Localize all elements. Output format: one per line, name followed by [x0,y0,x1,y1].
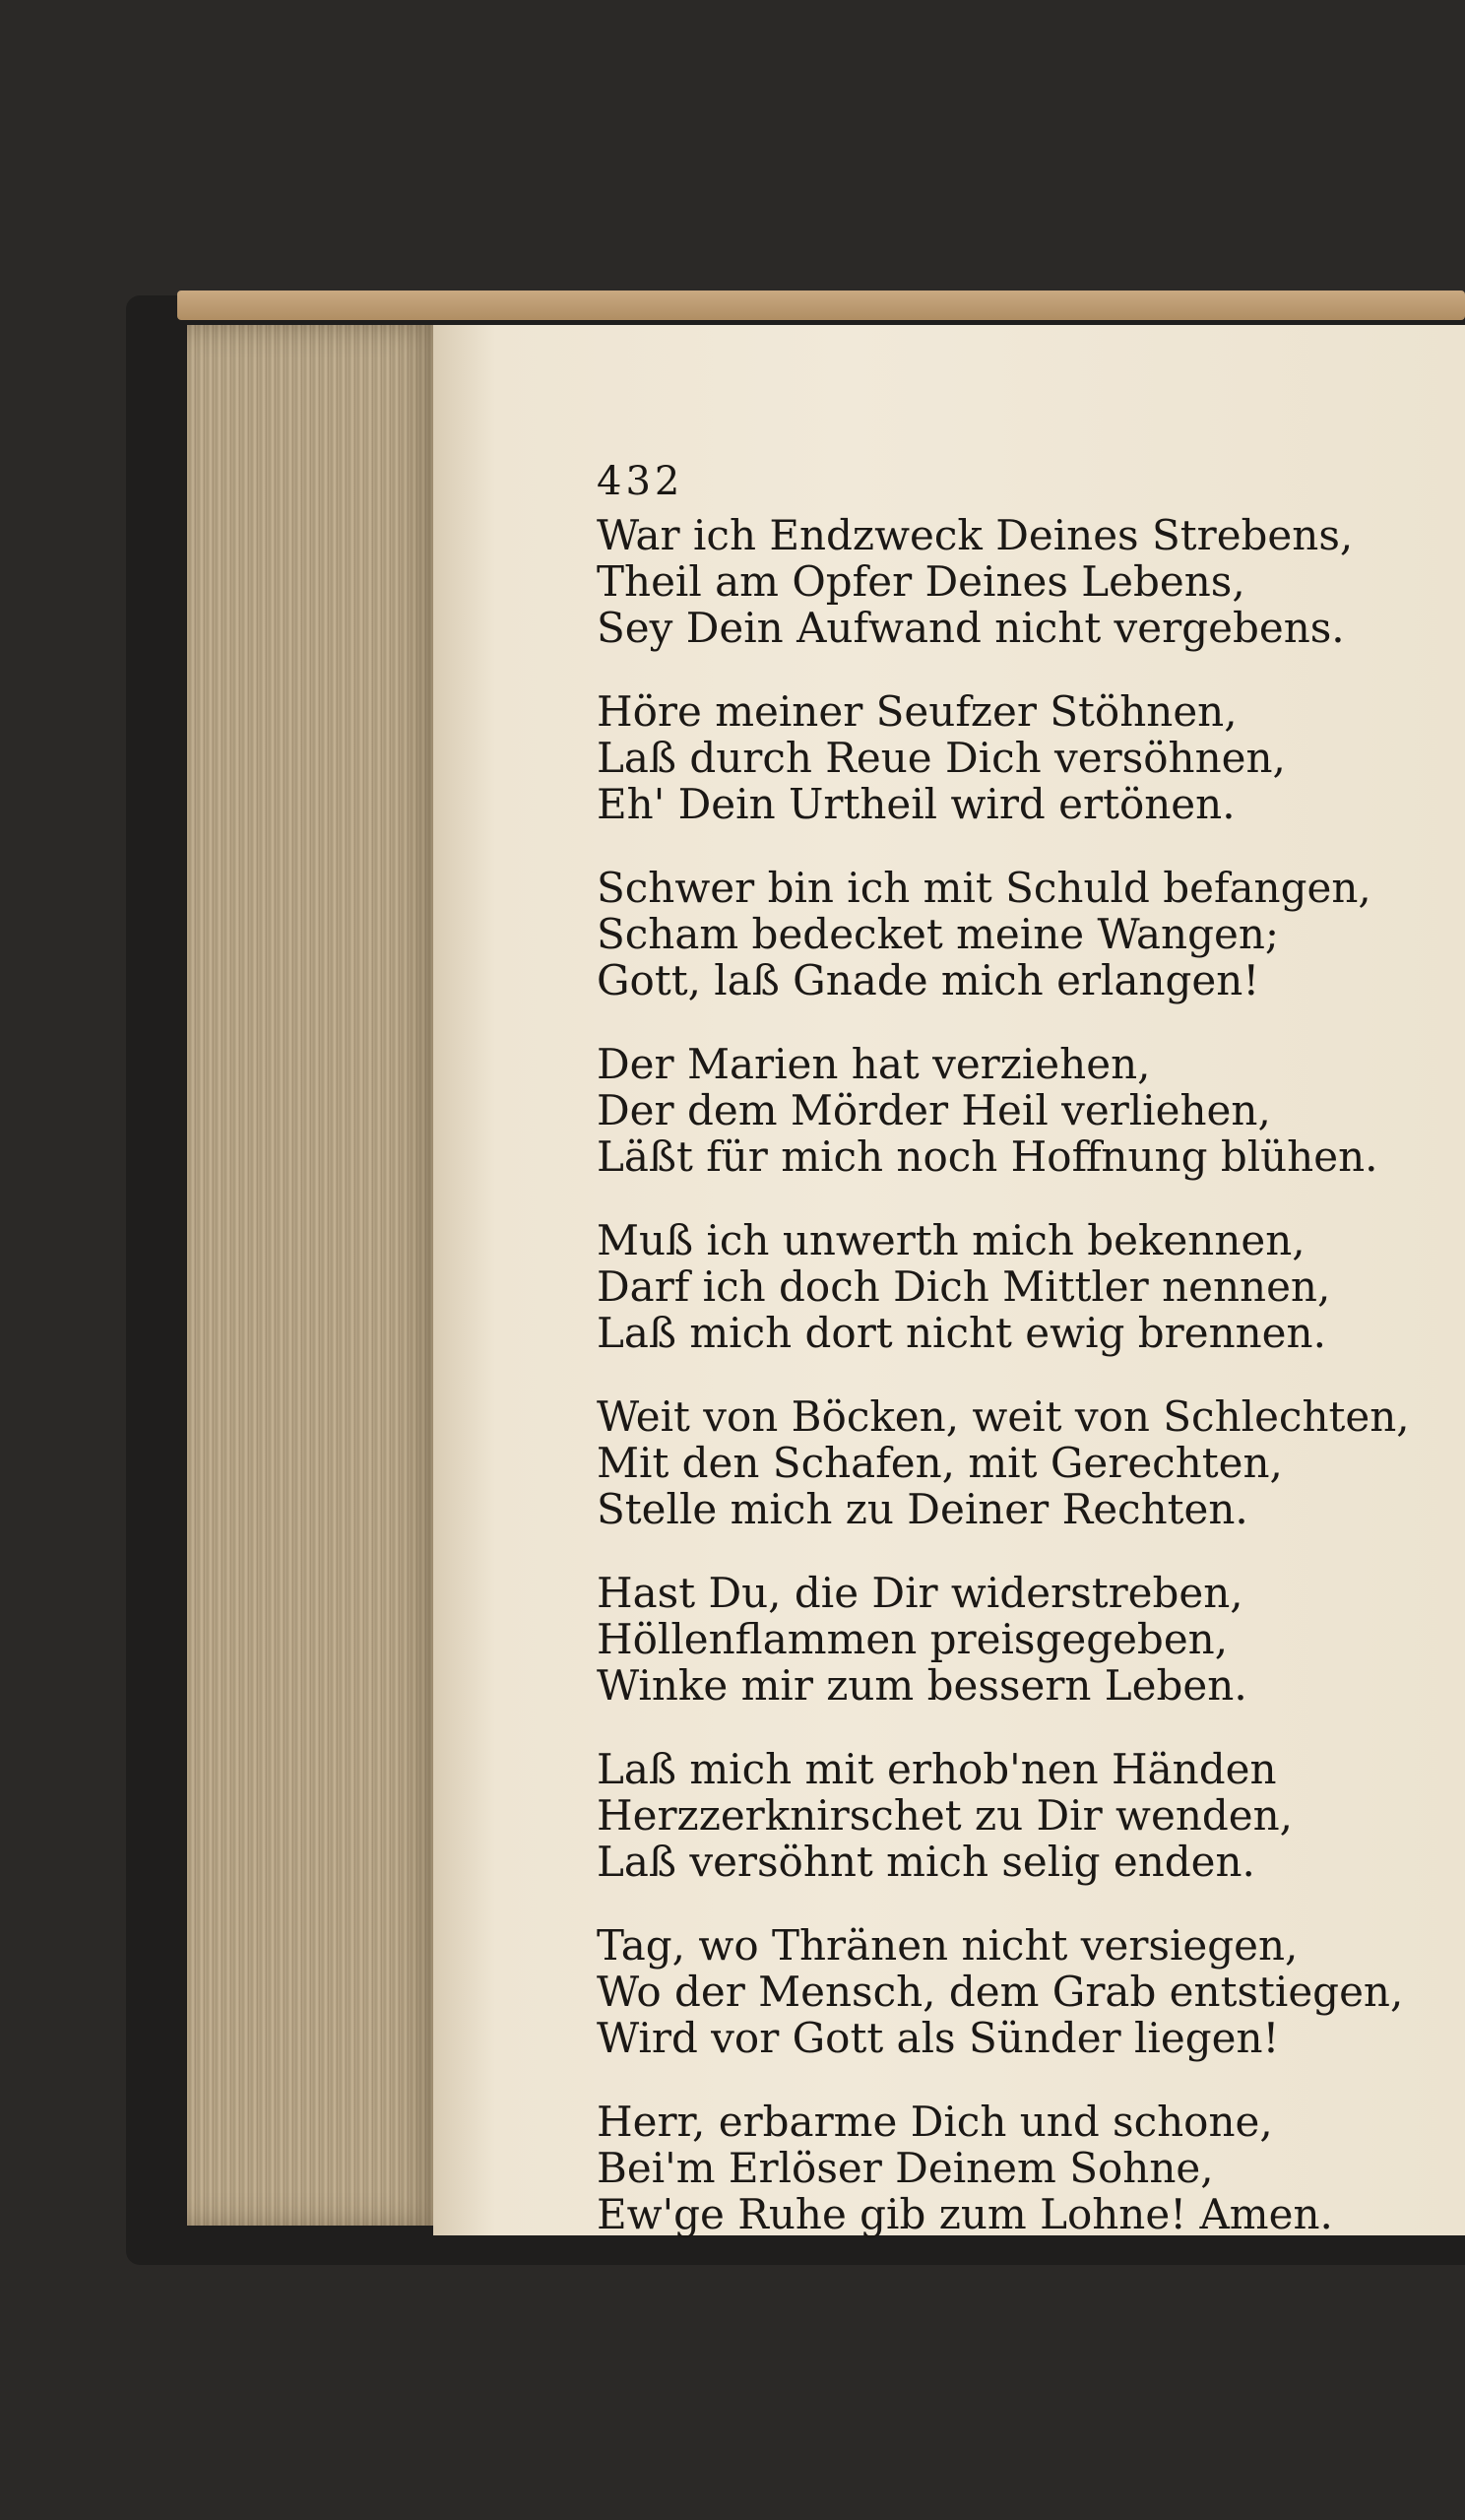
verse-line: Laß mich mit erhob'nen Händen [597,1745,1277,1793]
verse-line: Schwer bin ich mit Schuld befangen, [597,864,1371,912]
verse-line: Gott, laß Gnade mich erlangen! [597,956,1260,1004]
verse-line: Höre meiner Seufzer Stöhnen, [597,687,1238,736]
stanza [597,512,1433,651]
verse-line: Bei'm Erlöser Deinem Sohne, [597,2144,1214,2192]
verse-line: Der dem Mörder Heil verliehen, [597,1086,1271,1134]
verse-line: Der Marien hat verziehen, [597,1040,1151,1088]
stanza [597,688,1433,827]
book-top-edge [177,291,1465,320]
verse-line: Läßt für mich noch Hoffnung blühen. [597,1132,1378,1181]
verse-line: Laß durch Reue Dich versöhnen, [597,734,1286,782]
page-number: 432 [597,459,684,504]
verse-line: Winke mir zum bessern Leben. [597,1661,1247,1710]
verse-line: Herzzerknirschet zu Dir wenden, [597,1791,1294,1840]
stanza [597,1922,1433,2061]
stanza [597,1570,1433,1709]
verse-line: Laß versöhnt mich selig enden. [597,1838,1255,1886]
stanza [597,1746,1433,1885]
verse-line: Stelle mich zu Deiner Rechten. [597,1485,1248,1533]
poem-text [597,512,1433,2275]
verse-line: Wird vor Gott als Sünder liegen! [597,2014,1280,2062]
verse-line: Laß mich dort nicht ewig brennen. [597,1309,1326,1357]
verse-line: Ew'ge Ruhe gib zum Lohne! Amen. [597,2190,1333,2238]
verse-line: Darf ich doch Dich Mittler nennen, [597,1262,1331,1311]
verse-line: Hast Du, die Dir widerstreben, [597,1569,1243,1617]
stanza [597,1041,1433,1180]
verse-line: Weit von Böcken, weit von Schlechten, [597,1392,1410,1441]
verse-line: Theil am Opfer Deines Lebens, [597,557,1245,606]
verse-line: War ich Endzweck Deines Strebens, [597,511,1354,559]
stanza [597,865,1433,1003]
stanza [597,1217,1433,1356]
verse-line: Mit den Schafen, mit Gerechten, [597,1439,1283,1487]
verse-line: Sey Dein Aufwand nicht vergebens. [597,604,1345,652]
verse-line: Tag, wo Thränen nicht versiegen, [597,1921,1299,1970]
verse-line: Wo der Mensch, dem Grab entstiegen, [597,1968,1404,2016]
verse-line: Herr, erbarme Dich und schone, [597,2098,1273,2146]
verse-line: Muß ich unwerth mich bekennen, [597,1216,1306,1264]
stanza [597,2099,1433,2237]
verse-line: Höllenflammen preisgegeben, [597,1615,1229,1663]
page-edges [187,325,443,2226]
stanza [597,1393,1433,1532]
verse-line: Eh' Dein Urtheil wird ertönen. [597,780,1236,828]
verse-line: Scham bedecket meine Wangen; [597,910,1280,958]
